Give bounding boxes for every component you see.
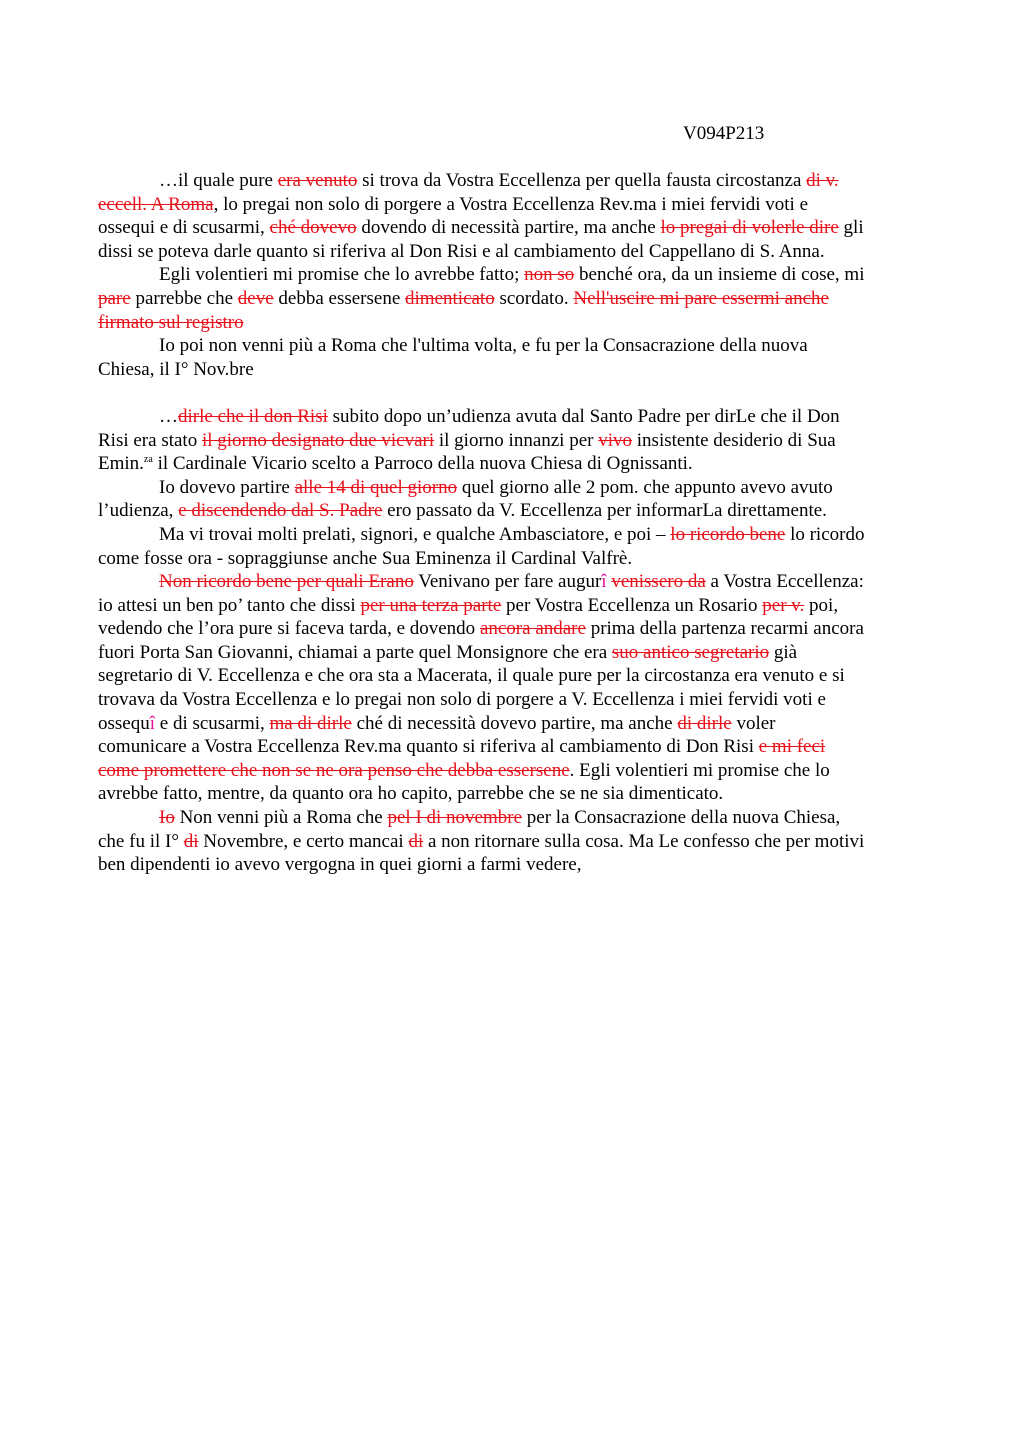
text-run: già segretario di V. Eccellenza e che ora sta a Macerata, il quale pure per la circostanza era venuto e si trovava da Vostra Eccellenza e lo pregai non solo di porgere a V. Eccellenza i miei fervidi voti e ossequ (98, 641, 845, 734)
paragraph (98, 523, 868, 570)
text-run: …il quale pure (159, 170, 278, 191)
text-run: ché di necessità dovevo partire, ma anche (351, 712, 678, 734)
deleted-text: per v. (762, 594, 805, 616)
text-run: prima della partenza recarmi ancora fuori Porta San Giovanni, chiamai a parte quel Monsignore che era (98, 618, 864, 663)
highlighted-char: î (149, 712, 156, 734)
text-run: dovendo di necessità partire, ma anche (356, 217, 661, 239)
paragraph (98, 405, 868, 476)
text-run: debba essersene (273, 287, 406, 309)
deleted-text: Nell'uscire mi pare essermi anche firmato sul registro (98, 287, 829, 333)
text-run: benché ora, da un insieme di cose, mi (574, 264, 865, 286)
deleted-text: ancora andare (479, 618, 586, 640)
text-run: gli dissi se poteva darle quanto si riferiva al Don Risi e al cambiamento del Cappellano di S. Anna. (98, 217, 864, 262)
text-run: … (159, 405, 178, 427)
deleted-text: ché dovevo (269, 217, 357, 239)
deleted-text: vivo (598, 429, 633, 451)
text-run: poi, vedendo che l’ora pure si faceva tarda, e dovendo (98, 594, 839, 640)
document-body (98, 169, 868, 877)
deleted-text: era venuto (277, 170, 358, 191)
text-run: . Egli volentieri mi promise che lo avrebbe fatto, mentre, da quanto ora ho capito, parrebbe che se ne sia dimenticato. (98, 759, 830, 805)
deleted-text: pare (98, 287, 131, 309)
text-run: , lo pregai non solo di porgere a Vostra Eccellenza Rev.ma i miei fervidi voti e ossequi e di scusarmi, (98, 193, 809, 239)
text-run: si trova da Vostra Eccellenza per quella fausta circostanza (357, 170, 807, 191)
page-code: V094P213 (683, 123, 765, 144)
text-run: a Vostra Eccellenza: io attesi un ben po’ tanto che dissi (98, 571, 864, 616)
deleted-text: dirle che il don Risi (178, 405, 328, 427)
paragraph (98, 334, 868, 381)
deleted-text: di dirle (677, 712, 732, 734)
text-run: parrebbe che (130, 287, 238, 309)
deleted-text: di (408, 830, 424, 852)
text-run: subito dopo un’udienza avuta dal Santo Padre per dirLe che il Don Risi era stato (98, 405, 840, 451)
text-run: Egli volentieri mi promise che lo avrebbe fatto; (159, 264, 525, 286)
paragraph (98, 169, 868, 263)
superscript-text: za (143, 454, 153, 466)
text-run: lo ricordo come fosse ora - sopraggiunse anche Sua Eminenza il Cardinal Valfrè. (98, 523, 865, 569)
deleted-text: deve (237, 287, 274, 309)
paragraph (98, 806, 868, 877)
highlighted-char: î (601, 571, 607, 593)
text-run: Ma vi trovai molti prelati, signori, e qualche Ambasciatore, e poi – (159, 523, 671, 545)
text-run: per la Consacrazione della nuova Chiesa, che fu il I° (98, 807, 841, 852)
deleted-text: lo ricordo bene (670, 523, 786, 545)
deleted-text: alle 14 di quel giorno (294, 476, 458, 498)
paragraph (98, 263, 868, 334)
deleted-text: lo pregai di volerle dire (660, 217, 839, 239)
text-run: ero passato da V. Eccellenza per informarLa direttamente. (382, 500, 827, 522)
text-run: scordato. (494, 287, 574, 309)
deleted-text: suo antico segretario (611, 641, 770, 663)
deleted-text: per una terza parte (360, 594, 502, 616)
text-run: voler comunicare a Vostra Eccellenza Rev.ma quanto si riferiva al cambiamento di Don Risi (98, 712, 776, 758)
paragraph-gap (98, 381, 868, 405)
deleted-text: non so (524, 264, 575, 286)
text-run: a non ritornare sulla cosa. Ma Le confesso che per motivi ben dipendenti io avevo vergogna in quei giorni a farmi vedere, (98, 830, 865, 876)
deleted-text: il giorno designato due vicvari (201, 429, 435, 451)
text-run: il Cardinale Vicario scelto a Parroco della nuova Chiesa di Ognissanti. (152, 453, 693, 475)
text-run: e di scusarmi, (155, 712, 270, 734)
text-run: Venivano per fare augur (413, 571, 602, 593)
deleted-text: dimenticato (405, 287, 495, 309)
deleted-text: Io (159, 807, 175, 829)
text-run: Io poi non venni più a Roma che l'ultima volta, e fu per la Consacrazione della nuova Chiesa, il I° Nov.bre (98, 335, 808, 380)
deleted-text: venissero da (611, 571, 706, 593)
text-run: quel giorno alle 2 pom. che appunto avevo avuto l’udienza, (98, 476, 833, 522)
deleted-text: pel I di novembre (387, 807, 523, 829)
deleted-text: e discendendo dal S. Padre (178, 500, 383, 522)
deleted-text: ma di dirle (269, 712, 352, 734)
deleted-text: di (183, 830, 199, 852)
paragraph (98, 570, 868, 806)
deleted-text: Non ricordo bene per quali Erano (159, 571, 414, 593)
deleted-text: e mi feci come promettere che non se ne ora penso che debba essersene (98, 736, 826, 781)
deleted-text: di v. eccell. A Roma (98, 170, 839, 215)
text-run: insistente desiderio di Sua Emin. (98, 429, 836, 475)
text-run: Io dovevo partire (159, 476, 295, 498)
paragraph (98, 476, 868, 523)
text-run: Novembre, e certo mancai (198, 830, 409, 852)
text-run: il giorno innanzi per (434, 429, 599, 451)
text-run: per Vostra Eccellenza un Rosario (501, 594, 763, 616)
text-run: Non venni più a Roma che (174, 807, 388, 829)
